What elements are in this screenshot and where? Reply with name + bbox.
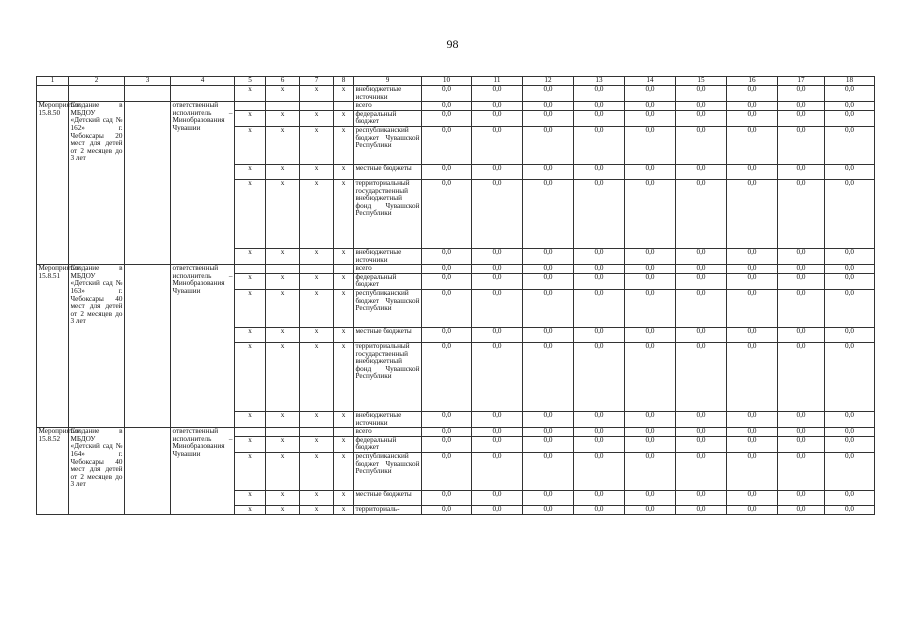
amount-cell: 0,0 — [825, 428, 875, 437]
x-mark: x — [266, 342, 300, 411]
funding-source: территориальный государственный внебюджетный фонд Чувашской Республики — [354, 342, 422, 411]
amount-cell: 0,0 — [727, 452, 778, 490]
x-mark: x — [266, 248, 300, 264]
x-mark: x — [334, 164, 354, 179]
x-mark: x — [300, 179, 334, 248]
x-mark: x — [235, 273, 266, 289]
amount-cell: 0,0 — [676, 273, 727, 289]
amount-cell: 0,0 — [574, 452, 625, 490]
x-mark: x — [266, 490, 300, 505]
empty-cell — [125, 86, 171, 102]
responsible-executor: ответственный исполнитель – Минобразования Чувашии — [171, 265, 235, 428]
amount-cell: 0,0 — [574, 273, 625, 289]
amount-cell: 0,0 — [625, 289, 676, 327]
amount-cell: 0,0 — [727, 126, 778, 164]
amount-cell: 0,0 — [825, 110, 875, 126]
amount-cell: 0,0 — [825, 102, 875, 111]
empty-cell — [235, 265, 266, 274]
amount-cell: 0,0 — [422, 126, 472, 164]
amount-cell: 0,0 — [523, 411, 574, 427]
amount-cell: 0,0 — [422, 102, 472, 111]
funding-source: всего — [354, 265, 422, 274]
amount-cell: 0,0 — [625, 265, 676, 274]
amount-cell: 0,0 — [472, 436, 523, 452]
header-cell: 13 — [574, 77, 625, 86]
x-mark: x — [300, 126, 334, 164]
x-mark: x — [300, 490, 334, 505]
amount-cell: 0,0 — [727, 102, 778, 111]
amount-cell: 0,0 — [825, 248, 875, 264]
amount-cell: 0,0 — [625, 164, 676, 179]
amount-cell: 0,0 — [778, 273, 825, 289]
x-mark: x — [235, 248, 266, 264]
x-mark: x — [266, 110, 300, 126]
empty-cell — [125, 265, 171, 428]
amount-cell: 0,0 — [676, 289, 727, 327]
amount-cell: 0,0 — [472, 179, 523, 248]
empty-cell — [300, 428, 334, 437]
header-cell: 4 — [171, 77, 235, 86]
amount-cell: 0,0 — [472, 289, 523, 327]
amount-cell: 0,0 — [676, 110, 727, 126]
header-cell: 16 — [727, 77, 778, 86]
measure-name: Создание в МБДОУ «Детский сад № 164» г. Чебоксары 40 мест для детей от 2 месяцев до 3 лет — [69, 428, 125, 514]
x-mark: x — [235, 110, 266, 126]
x-mark: x — [235, 289, 266, 327]
amount-cell: 0,0 — [625, 428, 676, 437]
empty-cell — [171, 86, 235, 102]
amount-cell: 0,0 — [422, 327, 472, 342]
x-mark: x — [300, 110, 334, 126]
amount-cell: 0,0 — [574, 110, 625, 126]
amount-cell: 0,0 — [523, 505, 574, 514]
amount-cell: 0,0 — [625, 248, 676, 264]
amount-cell: 0,0 — [676, 411, 727, 427]
responsible-executor: ответственный исполнитель – Минобразования Чувашии — [171, 102, 235, 265]
amount-cell: 0,0 — [825, 342, 875, 411]
amount-cell: 0,0 — [727, 342, 778, 411]
amount-cell: 0,0 — [727, 164, 778, 179]
amount-cell: 0,0 — [778, 452, 825, 490]
amount-cell: 0,0 — [778, 436, 825, 452]
x-mark: x — [235, 342, 266, 411]
x-mark: x — [300, 411, 334, 427]
x-mark: x — [266, 436, 300, 452]
empty-cell — [235, 102, 266, 111]
amount-cell: 0,0 — [422, 179, 472, 248]
amount-cell: 0,0 — [825, 289, 875, 327]
amount-cell: 0,0 — [523, 265, 574, 274]
responsible-executor: ответственный исполнитель – Минобразования Чувашии — [171, 428, 235, 514]
amount-cell: 0,0 — [625, 505, 676, 514]
x-mark: x — [334, 327, 354, 342]
amount-cell: 0,0 — [727, 327, 778, 342]
amount-cell: 0,0 — [778, 86, 825, 102]
amount-cell: 0,0 — [472, 110, 523, 126]
amount-cell: 0,0 — [676, 505, 727, 514]
amount-cell: 0,0 — [825, 164, 875, 179]
x-mark: x — [235, 126, 266, 164]
x-mark: x — [235, 411, 266, 427]
amount-cell: 0,0 — [727, 248, 778, 264]
amount-cell: 0,0 — [778, 110, 825, 126]
amount-cell: 0,0 — [574, 327, 625, 342]
funding-source: местные бюджеты — [354, 327, 422, 342]
empty-cell — [37, 86, 69, 102]
amount-cell: 0,0 — [574, 248, 625, 264]
amount-cell: 0,0 — [422, 505, 472, 514]
amount-cell: 0,0 — [676, 86, 727, 102]
amount-cell: 0,0 — [727, 490, 778, 505]
amount-cell: 0,0 — [778, 248, 825, 264]
x-mark: x — [300, 289, 334, 327]
funding-source: федеральный бюджет — [354, 110, 422, 126]
amount-cell: 0,0 — [676, 248, 727, 264]
x-mark: x — [235, 452, 266, 490]
x-mark: x — [334, 505, 354, 514]
amount-cell: 0,0 — [676, 490, 727, 505]
amount-cell: 0,0 — [422, 428, 472, 437]
amount-cell: 0,0 — [727, 86, 778, 102]
header-cell: 17 — [778, 77, 825, 86]
funding-source: территориаль- — [354, 505, 422, 514]
amount-cell: 0,0 — [825, 179, 875, 248]
amount-cell: 0,0 — [523, 86, 574, 102]
empty-cell — [235, 428, 266, 437]
amount-cell: 0,0 — [523, 248, 574, 264]
x-mark: x — [334, 289, 354, 327]
amount-cell: 0,0 — [778, 289, 825, 327]
amount-cell: 0,0 — [574, 428, 625, 437]
amount-cell: 0,0 — [422, 86, 472, 102]
amount-cell: 0,0 — [625, 110, 676, 126]
empty-cell — [300, 265, 334, 274]
x-mark: x — [334, 126, 354, 164]
amount-cell: 0,0 — [523, 289, 574, 327]
header-cell: 11 — [472, 77, 523, 86]
amount-cell: 0,0 — [778, 327, 825, 342]
amount-cell: 0,0 — [825, 126, 875, 164]
x-mark: x — [300, 452, 334, 490]
amount-cell: 0,0 — [778, 102, 825, 111]
amount-cell: 0,0 — [422, 411, 472, 427]
amount-cell: 0,0 — [422, 110, 472, 126]
amount-cell: 0,0 — [523, 164, 574, 179]
empty-cell — [266, 428, 300, 437]
header-cell: 1 — [37, 77, 69, 86]
amount-cell: 0,0 — [523, 490, 574, 505]
amount-cell: 0,0 — [523, 342, 574, 411]
x-mark: x — [300, 327, 334, 342]
amount-cell: 0,0 — [825, 490, 875, 505]
header-cell: 12 — [523, 77, 574, 86]
amount-cell: 0,0 — [574, 490, 625, 505]
funding-row — [37, 265, 875, 274]
empty-cell — [334, 265, 354, 274]
x-mark: x — [334, 342, 354, 411]
amount-cell: 0,0 — [778, 428, 825, 437]
amount-cell: 0,0 — [727, 436, 778, 452]
amount-cell: 0,0 — [472, 490, 523, 505]
amount-cell: 0,0 — [625, 327, 676, 342]
x-mark: x — [266, 327, 300, 342]
x-mark: x — [266, 452, 300, 490]
amount-cell: 0,0 — [472, 248, 523, 264]
amount-cell: 0,0 — [676, 126, 727, 164]
amount-cell: 0,0 — [472, 126, 523, 164]
amount-cell: 0,0 — [727, 505, 778, 514]
amount-cell: 0,0 — [574, 102, 625, 111]
amount-cell: 0,0 — [422, 436, 472, 452]
amount-cell: 0,0 — [625, 86, 676, 102]
amount-cell: 0,0 — [676, 265, 727, 274]
x-mark: x — [334, 248, 354, 264]
amount-cell: 0,0 — [625, 273, 676, 289]
funding-source: местные бюджеты — [354, 164, 422, 179]
measure-code: Мероприятие 15.8.50 — [37, 102, 69, 265]
amount-cell: 0,0 — [422, 289, 472, 327]
amount-cell: 0,0 — [472, 102, 523, 111]
x-mark: x — [300, 436, 334, 452]
x-mark: x — [266, 289, 300, 327]
funding-source: местные бюджеты — [354, 490, 422, 505]
amount-cell: 0,0 — [523, 273, 574, 289]
amount-cell: 0,0 — [523, 428, 574, 437]
amount-cell: 0,0 — [574, 179, 625, 248]
funding-source: территориальный государственный внебюджетный фонд Чувашской Республики — [354, 179, 422, 248]
x-mark: x — [266, 164, 300, 179]
amount-cell: 0,0 — [574, 126, 625, 164]
amount-cell: 0,0 — [625, 126, 676, 164]
amount-cell: 0,0 — [727, 289, 778, 327]
funding-source: республиканский бюджет Чувашской Республики — [354, 452, 422, 490]
amount-cell: 0,0 — [676, 164, 727, 179]
x-mark: x — [266, 86, 300, 102]
amount-cell: 0,0 — [523, 179, 574, 248]
header-cell: 15 — [676, 77, 727, 86]
amount-cell: 0,0 — [472, 428, 523, 437]
amount-cell: 0,0 — [422, 342, 472, 411]
funding-source: республиканский бюджет Чувашской Республики — [354, 126, 422, 164]
amount-cell: 0,0 — [676, 342, 727, 411]
amount-cell: 0,0 — [727, 411, 778, 427]
x-mark: x — [235, 505, 266, 514]
amount-cell: 0,0 — [727, 273, 778, 289]
x-mark: x — [334, 273, 354, 289]
header-cell: 8 — [334, 77, 354, 86]
amount-cell: 0,0 — [676, 428, 727, 437]
x-mark: x — [300, 86, 334, 102]
x-mark: x — [235, 327, 266, 342]
amount-cell: 0,0 — [472, 411, 523, 427]
empty-cell — [334, 428, 354, 437]
amount-cell: 0,0 — [625, 411, 676, 427]
amount-cell: 0,0 — [574, 289, 625, 327]
header-cell: 2 — [69, 77, 125, 86]
x-mark: x — [235, 436, 266, 452]
amount-cell: 0,0 — [574, 505, 625, 514]
x-mark: x — [334, 490, 354, 505]
amount-cell: 0,0 — [422, 265, 472, 274]
measure-name: Создание в МБДОУ «Детский сад № 163» г. Чебоксары 40 мест для детей от 2 месяцев до 3 лет — [69, 265, 125, 428]
empty-cell — [334, 102, 354, 111]
x-mark: x — [334, 86, 354, 102]
header-cell: 5 — [235, 77, 266, 86]
continuation-row — [37, 86, 875, 102]
funding-source: внебюджетные источники — [354, 86, 422, 102]
x-mark: x — [266, 179, 300, 248]
amount-cell: 0,0 — [523, 452, 574, 490]
empty-cell — [266, 102, 300, 111]
header-cell: 3 — [125, 77, 171, 86]
amount-cell: 0,0 — [778, 342, 825, 411]
amount-cell: 0,0 — [727, 265, 778, 274]
amount-cell: 0,0 — [825, 327, 875, 342]
amount-cell: 0,0 — [727, 110, 778, 126]
x-mark: x — [334, 452, 354, 490]
amount-cell: 0,0 — [625, 436, 676, 452]
amount-cell: 0,0 — [422, 164, 472, 179]
x-mark: x — [266, 505, 300, 514]
empty-cell — [125, 428, 171, 514]
x-mark: x — [334, 436, 354, 452]
amount-cell: 0,0 — [574, 164, 625, 179]
amount-cell: 0,0 — [422, 273, 472, 289]
header-cell: 18 — [825, 77, 875, 86]
header-cell: 9 — [354, 77, 422, 86]
amount-cell: 0,0 — [778, 265, 825, 274]
funding-source: республиканский бюджет Чувашской Республики — [354, 289, 422, 327]
funding-source: внебюджетные источники — [354, 411, 422, 427]
x-mark: x — [235, 164, 266, 179]
empty-cell — [266, 265, 300, 274]
amount-cell: 0,0 — [825, 505, 875, 514]
x-mark: x — [235, 179, 266, 248]
x-mark: x — [235, 86, 266, 102]
measure-code: Мероприятие 15.8.51 — [37, 265, 69, 428]
x-mark: x — [300, 164, 334, 179]
x-mark: x — [266, 273, 300, 289]
amount-cell: 0,0 — [825, 436, 875, 452]
amount-cell: 0,0 — [625, 179, 676, 248]
amount-cell: 0,0 — [523, 436, 574, 452]
amount-cell: 0,0 — [523, 327, 574, 342]
funding-row — [37, 102, 875, 111]
amount-cell: 0,0 — [574, 436, 625, 452]
empty-cell — [300, 102, 334, 111]
amount-cell: 0,0 — [625, 452, 676, 490]
amount-cell: 0,0 — [778, 411, 825, 427]
header-cell: 10 — [422, 77, 472, 86]
amount-cell: 0,0 — [472, 327, 523, 342]
amount-cell: 0,0 — [625, 102, 676, 111]
x-mark: x — [300, 248, 334, 264]
amount-cell: 0,0 — [472, 342, 523, 411]
amount-cell: 0,0 — [778, 164, 825, 179]
amount-cell: 0,0 — [422, 452, 472, 490]
amount-cell: 0,0 — [523, 126, 574, 164]
amount-cell: 0,0 — [523, 102, 574, 111]
amount-cell: 0,0 — [676, 436, 727, 452]
funding-source: внебюджетные источники — [354, 248, 422, 264]
x-mark: x — [266, 126, 300, 164]
amount-cell: 0,0 — [472, 452, 523, 490]
header-cell: 7 — [300, 77, 334, 86]
amount-cell: 0,0 — [472, 86, 523, 102]
funding-row — [37, 428, 875, 437]
amount-cell: 0,0 — [422, 248, 472, 264]
amount-cell: 0,0 — [472, 164, 523, 179]
amount-cell: 0,0 — [825, 411, 875, 427]
amount-cell: 0,0 — [676, 102, 727, 111]
amount-cell: 0,0 — [574, 265, 625, 274]
amount-cell: 0,0 — [778, 179, 825, 248]
x-mark: x — [334, 179, 354, 248]
amount-cell: 0,0 — [422, 490, 472, 505]
amount-cell: 0,0 — [825, 273, 875, 289]
amount-cell: 0,0 — [472, 505, 523, 514]
amount-cell: 0,0 — [676, 452, 727, 490]
amount-cell: 0,0 — [727, 179, 778, 248]
amount-cell: 0,0 — [676, 327, 727, 342]
empty-cell — [69, 86, 125, 102]
amount-cell: 0,0 — [676, 179, 727, 248]
x-mark: x — [334, 110, 354, 126]
amount-cell: 0,0 — [825, 452, 875, 490]
funding-source: федеральный бюджет — [354, 273, 422, 289]
header-cell: 14 — [625, 77, 676, 86]
amount-cell: 0,0 — [825, 265, 875, 274]
header-cell: 6 — [266, 77, 300, 86]
amount-cell: 0,0 — [727, 428, 778, 437]
amount-cell: 0,0 — [778, 505, 825, 514]
x-mark: x — [235, 490, 266, 505]
measure-name: Создание в МБДОУ «Детский сад № 162» г. Чебоксары 20 мест для детей от 2 месяцев до 3 лет — [69, 102, 125, 265]
amount-cell: 0,0 — [574, 342, 625, 411]
amount-cell: 0,0 — [625, 342, 676, 411]
funding-source: федеральный бюджет — [354, 436, 422, 452]
amount-cell: 0,0 — [778, 126, 825, 164]
empty-cell — [125, 102, 171, 265]
amount-cell: 0,0 — [778, 490, 825, 505]
amount-cell: 0,0 — [825, 86, 875, 102]
x-mark: x — [334, 411, 354, 427]
amount-cell: 0,0 — [472, 265, 523, 274]
amount-cell: 0,0 — [574, 411, 625, 427]
x-mark: x — [300, 342, 334, 411]
funding-source: всего — [354, 102, 422, 111]
budget-table — [36, 76, 875, 515]
funding-source: всего — [354, 428, 422, 437]
measure-code: Мероприятие 15.8.52 — [37, 428, 69, 514]
x-mark: x — [266, 411, 300, 427]
x-mark: x — [300, 505, 334, 514]
page-number: 98 — [446, 37, 459, 51]
x-mark: x — [300, 273, 334, 289]
amount-cell: 0,0 — [625, 490, 676, 505]
amount-cell: 0,0 — [523, 110, 574, 126]
amount-cell: 0,0 — [472, 273, 523, 289]
amount-cell: 0,0 — [574, 86, 625, 102]
